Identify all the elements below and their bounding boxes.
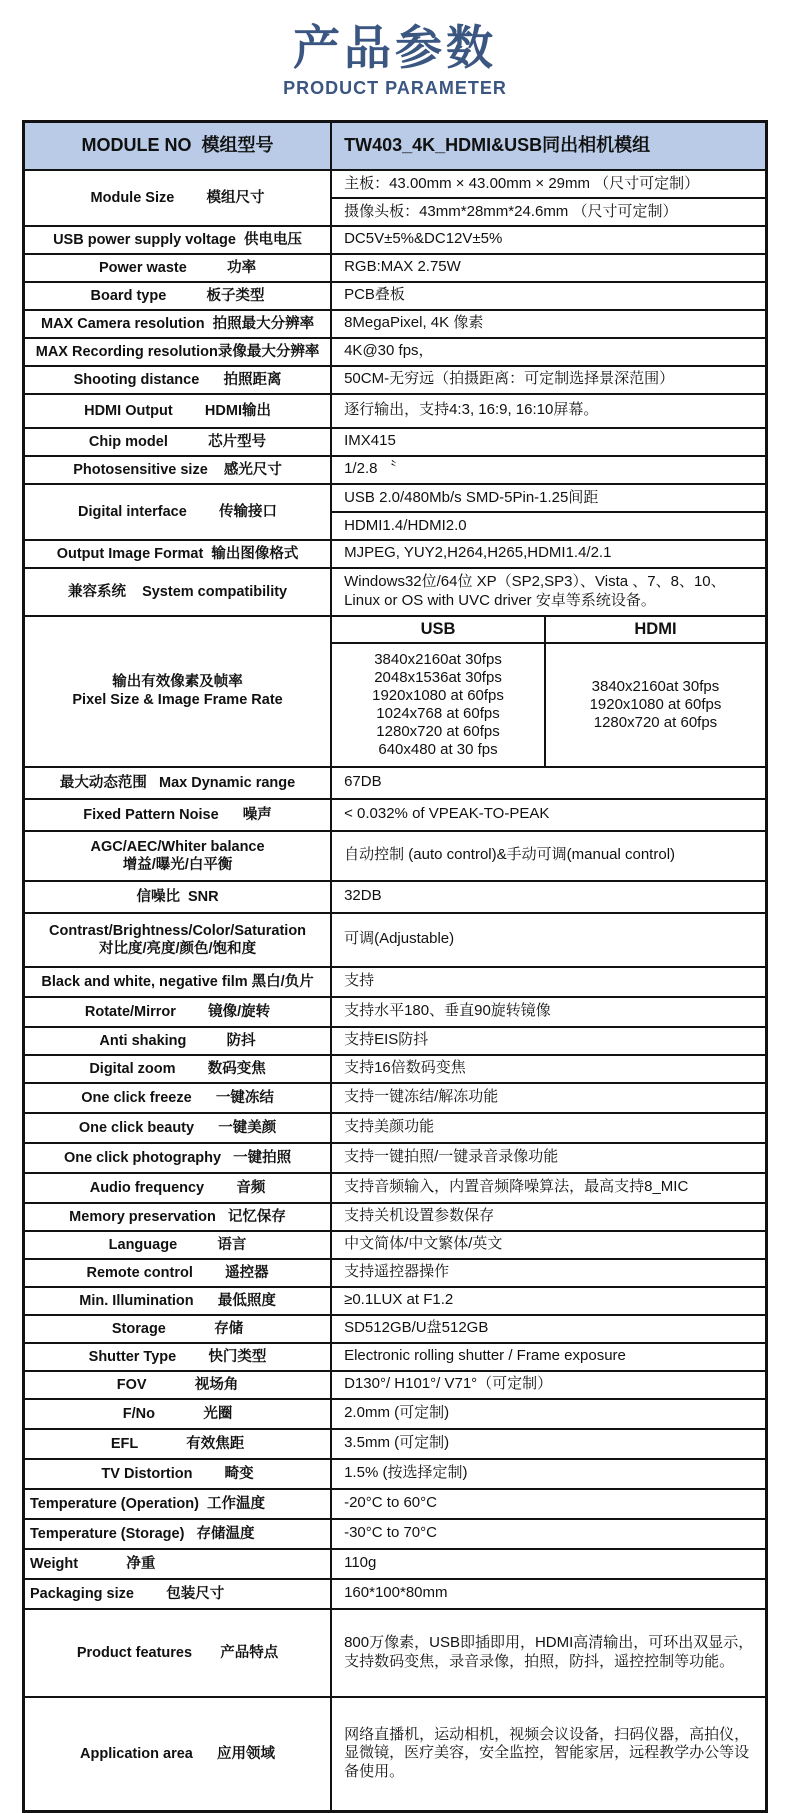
row-label: Memory preservation 记忆保存 <box>69 1208 286 1225</box>
row-value: 3.5mm (可定制) <box>344 1434 450 1452</box>
row-label: Product features 产品特点 <box>76 1644 279 1661</box>
row-label-cell <box>25 617 332 766</box>
row-value-cell <box>332 283 765 309</box>
row-value: -30°C to 70°C <box>344 1524 437 1542</box>
row-value-cell <box>332 832 765 880</box>
row-label: AGC/AEC/Whiter balance <box>90 838 265 855</box>
row-label: One click freeze 一键冻结 <box>81 1089 274 1106</box>
spec-row <box>25 225 765 253</box>
row-value-cell <box>332 255 765 281</box>
row-value-cell <box>332 227 765 253</box>
row-value-cell <box>332 768 765 798</box>
row-value: 网络直播机，运动相机，视频会议设备，扫码仪器，高拍仪，显微镜，医疗美容，安全监控，智能家居，远程教学办公等设备使用。 <box>344 1725 750 1781</box>
row-label-cell <box>25 1344 332 1370</box>
row-label-cell <box>25 485 332 539</box>
row-label: Board type 板子类型 <box>90 287 265 304</box>
row-label: Chip model 芯片型号 <box>88 433 267 450</box>
row-value-cell <box>332 429 765 455</box>
row-label-cell <box>25 998 332 1026</box>
row-label: USB power supply voltage 供电电压 <box>53 231 303 248</box>
row-value-cell <box>332 1316 765 1342</box>
spec-row <box>25 1458 765 1488</box>
spec-row <box>25 365 765 393</box>
row-label-cell <box>25 1460 332 1488</box>
spec-row <box>25 309 765 337</box>
row-label: Weight 净重 <box>30 1555 156 1572</box>
row-value-cell <box>332 457 765 483</box>
row-value-cell <box>332 1084 765 1112</box>
spec-row <box>25 966 765 996</box>
row-value: 自动控制 (auto control)&手动可调(manual control) <box>344 846 676 864</box>
spec-row <box>25 912 765 966</box>
row-value-cell <box>332 1580 765 1608</box>
row-label: Output Image Format 输出图像格式 <box>56 545 299 562</box>
row-label: Audio frequency 音频 <box>89 1179 266 1196</box>
row-value-cell <box>332 1344 765 1370</box>
row-value: 逐行输出，支持4:3, 16:9, 16:10屏幕。 <box>344 401 599 419</box>
row-label-cell <box>25 457 332 483</box>
row-value-cell <box>332 1372 765 1398</box>
header-value-cell <box>332 123 765 169</box>
row-value: 支持美颜功能 <box>344 1118 435 1136</box>
row-label-cell <box>25 255 332 281</box>
row-label: 兼容系统 System compatibility <box>67 583 288 600</box>
row-value: 1.5% (按选择定制) <box>344 1464 468 1482</box>
row-label: MAX Camera resolution 拍照最大分辨率 <box>40 315 315 332</box>
spec-row <box>25 1488 765 1518</box>
row-label: TV Distortion 畸变 <box>101 1465 254 1482</box>
row-label-cell <box>25 1400 332 1428</box>
row-value: DC5V±5%&DC12V±5% <box>344 230 503 248</box>
spec-row <box>25 1428 765 1458</box>
row-value-cell <box>332 1288 765 1314</box>
row-label: Module Size 模组尺寸 <box>90 189 265 206</box>
row-label-cell <box>25 1174 332 1202</box>
spec-row <box>25 169 765 225</box>
row-value: 1/2.8 〝 <box>344 460 397 478</box>
row-label: Power waste 功率 <box>98 259 257 276</box>
row-label: 对比度/亮度/颜色/饱和度 <box>99 940 257 957</box>
row-value: 50CM-无穷远（拍摄距离：可定制选择景深范围） <box>344 370 675 388</box>
row-value-cell <box>332 1520 765 1548</box>
row-label: Min. Illumination 最低照度 <box>79 1292 276 1309</box>
spec-row <box>25 539 765 567</box>
row-sub-value: 摄像头板：43mm*28mm*24.6mm （尺寸可定制） <box>332 197 765 225</box>
row-label-cell <box>25 1698 332 1810</box>
row-label: Shutter Type 快门类型 <box>88 1348 267 1365</box>
spec-row <box>25 1398 765 1428</box>
row-value: 8MegaPixel, 4K 像素 <box>344 314 484 332</box>
row-value-cell <box>332 882 765 912</box>
row-label: Language 语言 <box>108 1236 247 1253</box>
header-value: TW403_4K_HDMI&USB同出相机模组 <box>344 135 651 156</box>
row-value-cell <box>332 998 765 1026</box>
row-label: Contrast/Brightness/Color/Saturation <box>49 922 307 939</box>
row-value-cell <box>332 1028 765 1054</box>
row-value: 支持 <box>344 972 375 990</box>
spec-row <box>25 1608 765 1696</box>
row-value: 支持EIS防抖 <box>344 1031 429 1049</box>
row-value: 中文简体/中文繁体/英文 <box>344 1235 503 1253</box>
row-label-cell <box>25 1610 332 1696</box>
spec-row <box>25 1142 765 1172</box>
row-value-cell <box>332 968 765 996</box>
row-label-cell <box>25 1232 332 1258</box>
spec-row <box>25 1082 765 1112</box>
row-label: MAX Recording resolution录像最大分辨率 <box>35 343 320 360</box>
row-value: 支持水平180、垂直90旋转镜像 <box>344 1002 551 1020</box>
row-label: Shooting distance 拍照距离 <box>73 371 282 388</box>
row-value-cell <box>332 367 765 393</box>
row-value: 800万像素，USB即插即用，HDMI高清输出，可环出双显示，支持数码变焦，录音录像，拍照，防抖，遥控控制等功能。 <box>344 1633 754 1670</box>
row-label-cell <box>25 800 332 830</box>
row-value: -20°C to 60°C <box>344 1494 437 1512</box>
subtable-column <box>332 644 546 766</box>
row-value-cell <box>332 311 765 337</box>
row-value: D130°/ H101°/ V71°（可定制） <box>344 1375 553 1393</box>
row-label: Temperature (Storage) 存储温度 <box>30 1525 255 1542</box>
row-value: 支持音频输入，内置音频降噪算法，最高支持8_MIC <box>344 1178 689 1196</box>
page-subtitle: PRODUCT PARAMETER <box>283 77 507 98</box>
row-value: Windows32位/64位 XP（SP2,SP3）、Vista 、7、8、10、Linux or OS with UVC driver 安卓等系统设备。 <box>344 572 726 609</box>
row-value-cell <box>332 1550 765 1578</box>
spec-row <box>25 281 765 309</box>
row-value: IMX415 <box>344 432 396 450</box>
row-value-cell <box>332 339 765 365</box>
row-label-cell <box>25 768 332 798</box>
subtable-body <box>332 644 765 766</box>
spec-row <box>25 483 765 539</box>
spec-row <box>25 1548 765 1578</box>
row-value: 2.0mm (可定制) <box>344 1404 450 1422</box>
spec-row <box>25 393 765 427</box>
row-value: 160*100*80mm <box>344 1584 448 1602</box>
row-label: Digital interface 传输接口 <box>78 503 278 520</box>
row-label-cell <box>25 569 332 615</box>
spec-row <box>25 1342 765 1370</box>
row-value: 110g <box>344 1554 377 1572</box>
row-label: Photosensitive size 感光尺寸 <box>73 461 282 478</box>
spec-row <box>25 1112 765 1142</box>
row-label-cell <box>25 914 332 966</box>
header-label: MODULE NO 模组型号 <box>81 135 274 156</box>
row-value: 67DB <box>344 773 382 791</box>
row-label: Black and white, negative film 黑白/负片 <box>41 973 314 990</box>
spec-row <box>25 1578 765 1608</box>
row-value-cell <box>332 800 765 830</box>
spec-row <box>25 253 765 281</box>
row-label-cell <box>25 429 332 455</box>
row-sub-value: HDMI1.4/HDMI2.0 <box>332 511 765 539</box>
spec-row <box>25 455 765 483</box>
spec-row <box>25 1518 765 1548</box>
spec-row <box>25 567 765 615</box>
spec-table <box>22 120 768 1813</box>
page-header <box>0 0 790 99</box>
row-label: Anti shaking 防抖 <box>99 1032 256 1049</box>
row-value: 32DB <box>344 887 382 905</box>
row-label: 增益/曝光/白平衡 <box>122 856 233 873</box>
row-label: Packaging size 包装尺寸 <box>30 1585 225 1602</box>
page-title: 产品参数 <box>293 21 497 74</box>
spec-row <box>25 1696 765 1810</box>
row-label: Application area 应用领域 <box>80 1745 276 1762</box>
row-sub-value: USB 2.0/480Mb/s SMD-5Pin-1.25间距 <box>344 488 599 506</box>
row-value-cell <box>332 569 765 615</box>
row-label-cell <box>25 1144 332 1172</box>
row-value: 可调(Adjustable) <box>344 930 455 948</box>
row-label: 信噪比 SNR <box>136 888 219 905</box>
row-label-cell <box>25 1490 332 1518</box>
row-value-cell <box>332 541 765 567</box>
row-sub-value: 主板：43.00mm × 43.00mm × 29mm （尺寸可定制） <box>344 174 700 192</box>
row-label: Temperature (Operation) 工作温度 <box>30 1495 265 1512</box>
spec-row <box>25 766 765 798</box>
spec-row <box>25 1258 765 1286</box>
row-label-cell <box>25 1204 332 1230</box>
row-value: 支持16倍数码变焦 <box>344 1059 466 1077</box>
row-label-cell <box>25 882 332 912</box>
row-label: One click beauty 一键美颜 <box>78 1119 277 1136</box>
row-label-cell <box>25 395 332 427</box>
spec-row <box>25 830 765 880</box>
row-value-cell <box>332 485 765 539</box>
row-value: Electronic rolling shutter / Frame exposure <box>344 1347 626 1365</box>
spec-row <box>25 798 765 830</box>
row-value-cell <box>332 1460 765 1488</box>
row-value-cell <box>332 1174 765 1202</box>
spec-row <box>25 996 765 1026</box>
spec-row <box>25 615 765 766</box>
row-label: Remote control 遥控器 <box>86 1264 269 1281</box>
row-value-cell <box>332 1144 765 1172</box>
row-label-cell <box>25 1520 332 1548</box>
row-value: 支持一键冻结/解冻功能 <box>344 1088 499 1106</box>
subtable-column-header: HDMI <box>634 619 677 638</box>
spec-row <box>25 337 765 365</box>
row-label: F/No 光圈 <box>122 1405 233 1422</box>
row-value: SD512GB/U盘512GB <box>344 1319 489 1337</box>
subtable-column-header: USB <box>332 617 546 642</box>
subtable-column <box>546 644 765 766</box>
row-label: HDMI Output HDMI输出 <box>84 402 271 419</box>
row-value: 支持关机设置参数保存 <box>344 1207 495 1225</box>
header-label-cell <box>25 123 332 169</box>
row-label-cell <box>25 1028 332 1054</box>
resolution-line: 1920x1080 at 60fps <box>589 695 722 713</box>
spec-row <box>25 1172 765 1202</box>
row-value-cell <box>332 1056 765 1082</box>
table-header-row <box>25 123 765 169</box>
row-label-cell <box>25 1550 332 1578</box>
row-value: 4K@30 fps， <box>344 342 434 360</box>
row-label: Rotate/Mirror 镜像/旋转 <box>84 1003 271 1020</box>
row-label: EFL 有效焦距 <box>110 1435 245 1452</box>
row-value: MJPEG, YUY2,H264,H265,HDMI1.4/2.1 <box>344 544 612 562</box>
row-label-cell <box>25 832 332 880</box>
spec-row <box>25 427 765 455</box>
row-label: 输出有效像素及帧率 <box>112 674 243 691</box>
row-label-cell <box>25 1316 332 1342</box>
row-value: RGB:MAX 2.75W <box>344 258 461 276</box>
row-value-cell <box>332 395 765 427</box>
row-value-cell <box>332 914 765 966</box>
row-value: < 0.032% of VPEAK-TO-PEAK <box>344 805 550 823</box>
row-label: FOV 视场角 <box>116 1376 239 1393</box>
row-label-cell <box>25 311 332 337</box>
row-label: Digital zoom 数码变焦 <box>89 1060 266 1077</box>
row-label-cell <box>25 1288 332 1314</box>
row-label-cell <box>25 1430 332 1458</box>
row-value-cell <box>332 1610 765 1696</box>
row-label-cell <box>25 1056 332 1082</box>
spec-row <box>25 1314 765 1342</box>
row-value: 支持遥控器操作 <box>344 1263 450 1281</box>
row-label-cell <box>25 339 332 365</box>
resolution-line: 3840x2160at 30fps <box>591 677 720 695</box>
row-label-cell <box>25 367 332 393</box>
row-value: ≥0.1LUX at F1.2 <box>344 1291 454 1309</box>
row-value-cell <box>332 1204 765 1230</box>
row-label-cell <box>25 1260 332 1286</box>
row-label-cell <box>25 1580 332 1608</box>
spec-row <box>25 1286 765 1314</box>
subtable-header <box>332 617 765 644</box>
resolution-line: 2048x1536at 30fps <box>374 668 502 686</box>
resolution-line: 3840x2160at 30fps <box>374 650 502 668</box>
resolution-line: 1920x1080 at 60fps <box>372 686 504 704</box>
row-label: 最大动态范围 Max Dynamic range <box>59 774 296 791</box>
spec-row <box>25 880 765 912</box>
row-label-cell <box>25 1372 332 1398</box>
row-label-cell <box>25 1114 332 1142</box>
spec-row <box>25 1230 765 1258</box>
spec-row <box>25 1054 765 1082</box>
row-label-cell <box>25 968 332 996</box>
spec-row <box>25 1202 765 1230</box>
row-value-cell <box>332 1232 765 1258</box>
row-value-cell <box>332 1400 765 1428</box>
row-label: Storage 存储 <box>111 1320 244 1337</box>
row-label-cell <box>25 541 332 567</box>
row-value-cell <box>332 1430 765 1458</box>
row-label-cell <box>25 283 332 309</box>
row-label: Pixel Size & Image Frame Rate <box>72 692 283 709</box>
row-value: PCB叠板 <box>344 286 405 304</box>
resolution-line: 1280x720 at 60fps <box>376 722 500 740</box>
row-value-cell <box>332 1698 765 1810</box>
resolution-line: 1024x768 at 60fps <box>376 704 500 722</box>
row-value-cell <box>332 171 765 225</box>
row-value-cell <box>332 1114 765 1142</box>
row-label-cell <box>25 227 332 253</box>
row-value-cell <box>332 1490 765 1518</box>
row-label: Fixed Pattern Noise 噪声 <box>83 806 272 823</box>
resolution-line: 1280x720 at 60fps <box>593 713 718 731</box>
row-label-cell <box>25 1084 332 1112</box>
row-value-cell <box>332 617 765 766</box>
resolution-line: 640x480 at 30 fps <box>378 740 498 758</box>
row-value: 支持一键拍照/一键录音录像功能 <box>344 1148 559 1166</box>
spec-row <box>25 1026 765 1054</box>
row-label: One click photography 一键拍照 <box>63 1149 292 1166</box>
row-value-cell <box>332 1260 765 1286</box>
spec-row <box>25 1370 765 1398</box>
row-label-cell <box>25 171 332 225</box>
